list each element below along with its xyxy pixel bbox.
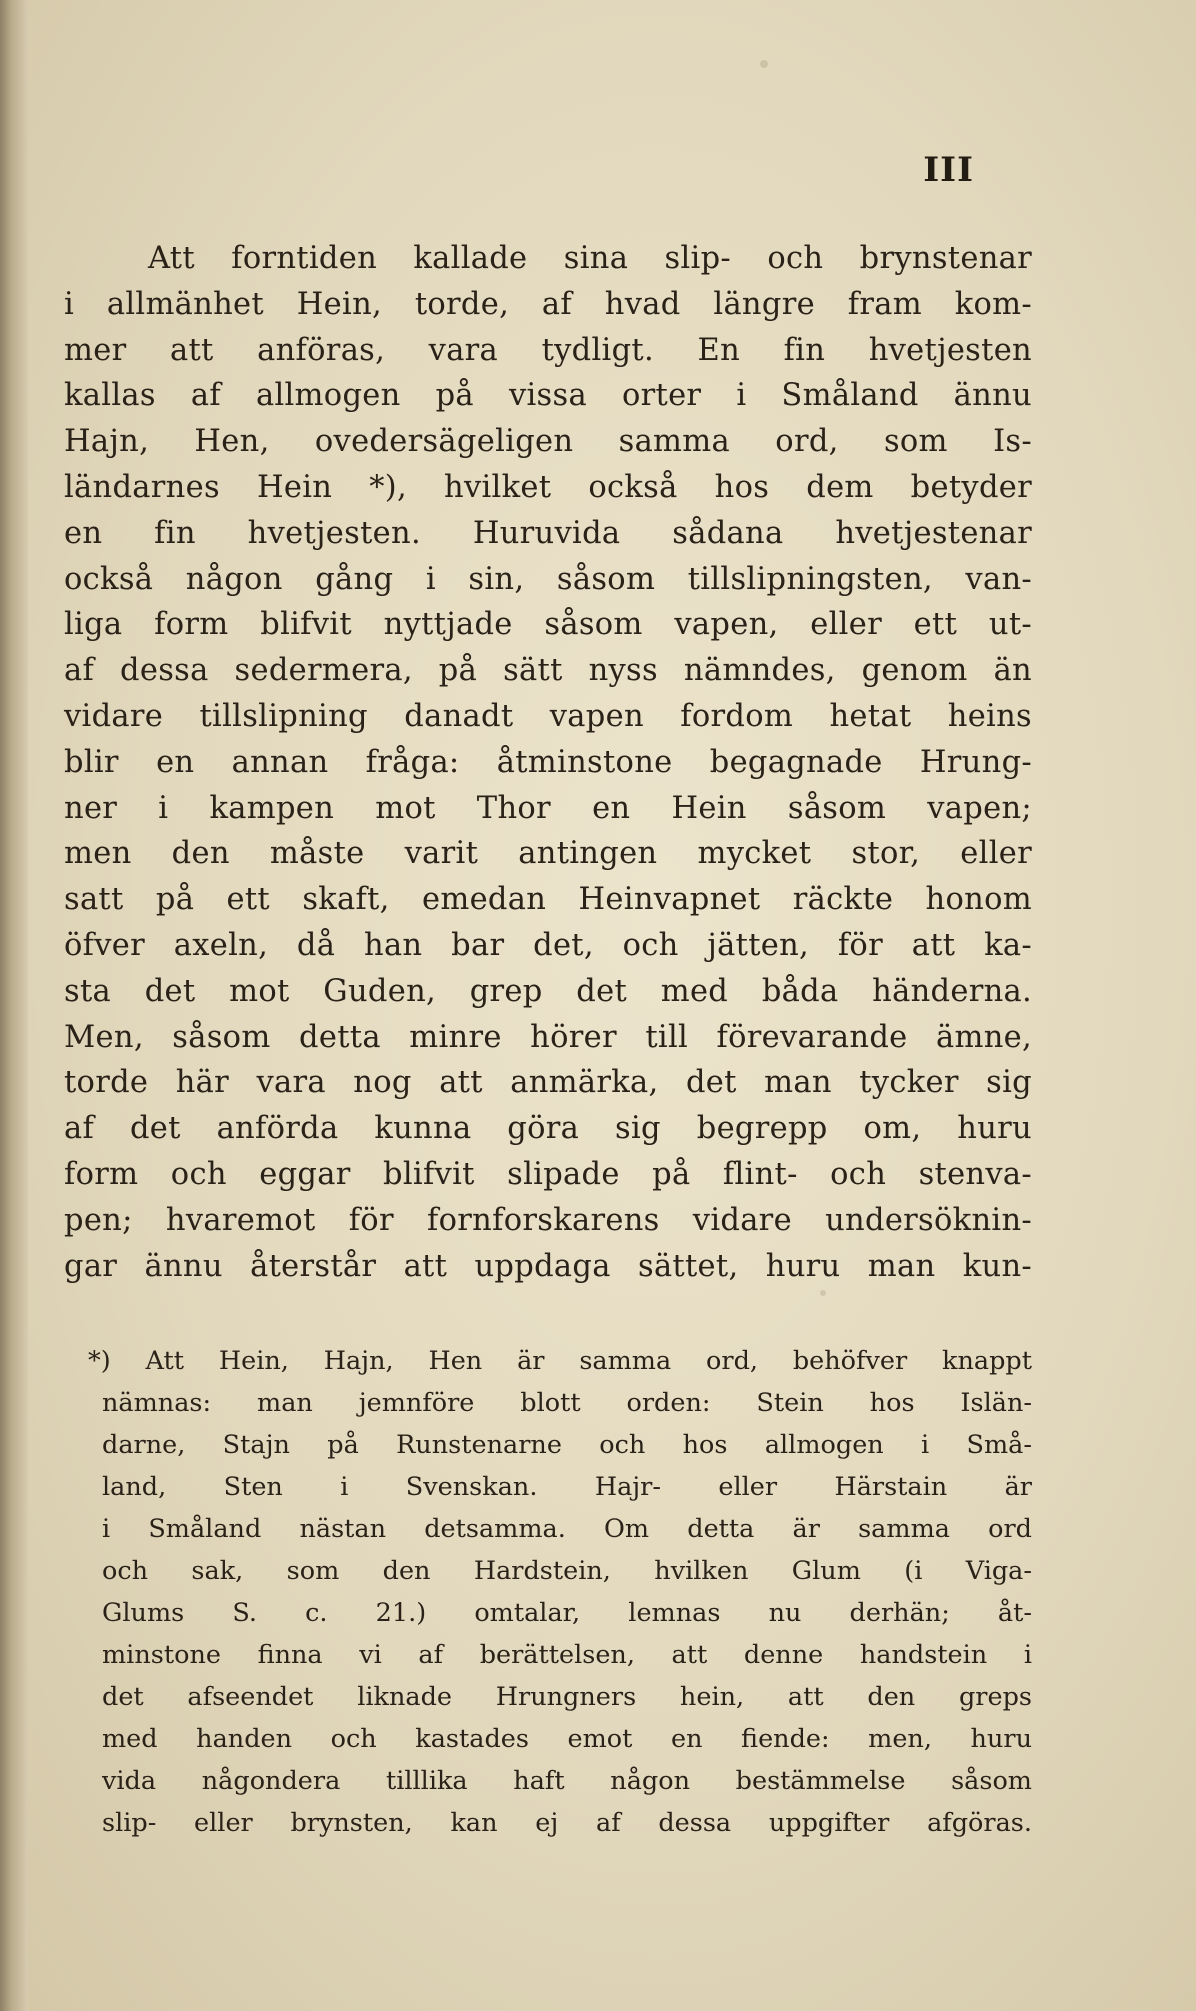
footnote-line: land, Sten i Svenskan. Hajr- eller Härstain är bbox=[102, 1472, 1032, 1502]
text-line: också någon gång i sin, såsom tillslipningsten, van- bbox=[64, 561, 1032, 597]
text-line: men den måste varit antingen mycket stor, eller bbox=[64, 836, 1032, 872]
main-text bbox=[64, 236, 1032, 1289]
binding-gutter bbox=[0, 0, 28, 2011]
text-line: pen; hvaremot för fornforskarens vidare undersöknin- bbox=[64, 1202, 1032, 1238]
text-line: liga form blifvit nyttjade såsom vapen, eller ett ut- bbox=[64, 607, 1032, 643]
text-line: Att forntiden kallade sina slip- och brynstenar bbox=[148, 241, 1032, 276]
text-line: en fin hvetjesten. Huruvida sådana hvetjestenar bbox=[64, 515, 1032, 551]
footnote-line: *) Att Hein, Hajn, Hen är samma ord, behöfver knappt bbox=[88, 1346, 1032, 1376]
paper-spot bbox=[760, 60, 768, 68]
footnote-line: darne, Stajn på Runstenarne och hos allmogen i Små- bbox=[102, 1430, 1032, 1460]
text-line: öfver axeln, då han bar det, och jätten, för att ka- bbox=[64, 927, 1032, 963]
footnote-line: och sak, som den Hardstein, hvilken Glum (i Viga- bbox=[102, 1556, 1032, 1586]
footnote-line: vida någondera tilllika haft någon bestämmelse såsom bbox=[102, 1766, 1032, 1796]
footnote bbox=[88, 1340, 1032, 1844]
text-line: gar ännu återstår att uppdaga sättet, huru man kun- bbox=[64, 1248, 1032, 1284]
text-line: ner i kampen mot Thor en Hein såsom vapen; bbox=[64, 790, 1032, 826]
page-number: III bbox=[923, 150, 974, 190]
footnote-line: i Småland nästan detsamma. Om detta är samma ord bbox=[102, 1514, 1032, 1544]
text-line: i allmänhet Hein, torde, af hvad längre fram kom- bbox=[64, 286, 1032, 322]
text-line: torde här vara nog att anmärka, det man tycker sig bbox=[64, 1065, 1032, 1101]
text-line: kallas af allmogen på vissa orter i Småland ännu bbox=[64, 378, 1032, 414]
text-line: form och eggar blifvit slipade på flint- och stenva- bbox=[64, 1156, 1032, 1192]
text-line: af det anförda kunna göra sig begrepp om, huru bbox=[64, 1111, 1032, 1147]
text-line: mer att anföras, vara tydligt. En fin hvetjesten bbox=[64, 332, 1032, 368]
paper-spot bbox=[820, 1290, 826, 1296]
text-line: Men, såsom detta minre hörer till förevarande ämne, bbox=[64, 1019, 1032, 1055]
text-line: satt på ett skaft, emedan Heinvapnet räckte honom bbox=[64, 882, 1032, 918]
footnote-line: Glums S. c. 21.) omtalar, lemnas nu derhän; åt- bbox=[102, 1598, 1032, 1628]
text-line: Hajn, Hen, ovedersägeligen samma ord, som Is- bbox=[64, 424, 1032, 460]
footnote-line: slip- eller brynsten, kan ej af dessa uppgifter afgöras. bbox=[102, 1808, 1032, 1838]
text-line: af dessa sedermera, på sätt nyss nämndes, genom än bbox=[64, 653, 1032, 689]
footnote-line: nämnas: man jemnföre blott orden: Stein hos Islän- bbox=[102, 1388, 1032, 1418]
text-line: sta det mot Guden, grep det med båda händerna. bbox=[64, 973, 1032, 1009]
footnote-line: det afseendet liknade Hrungners hein, att den greps bbox=[102, 1682, 1032, 1712]
text-line: vidare tillslipning danadt vapen fordom hetat heins bbox=[64, 698, 1032, 734]
footnote-line: minstone finna vi af berättelsen, att denne handstein i bbox=[102, 1640, 1032, 1670]
text-line: ländarnes Hein *), hvilket också hos dem betyder bbox=[64, 469, 1032, 505]
text-line: blir en annan fråga: åtminstone begagnade Hrung- bbox=[64, 744, 1032, 780]
footnote-line: med handen och kastades emot en fiende: men, huru bbox=[102, 1724, 1032, 1754]
